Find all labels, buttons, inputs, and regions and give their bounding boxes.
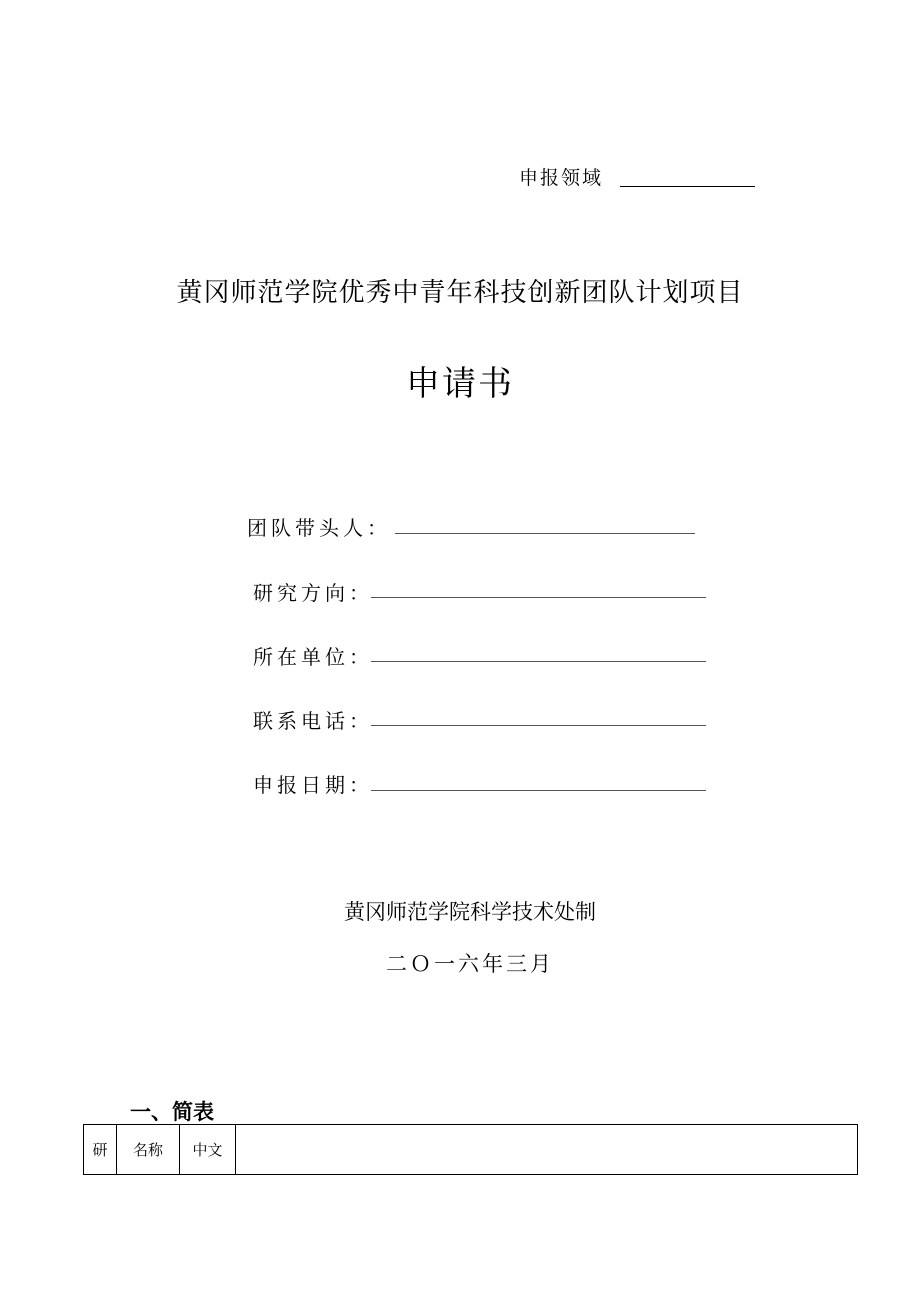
program-title: 黄冈师范学院优秀中青年科技创新团队计划项目	[176, 278, 744, 308]
team-leader-input-line[interactable]	[395, 533, 695, 534]
table-row	[84, 1125, 858, 1175]
table-cell-chinese-name-input[interactable]	[236, 1125, 858, 1175]
table-cell-research: 研	[84, 1125, 117, 1175]
section-heading-brief: 一、简表	[130, 1100, 214, 1124]
team-leader-label: 团队带头人：	[247, 516, 391, 540]
table-cell-name-label: 名称	[117, 1125, 180, 1175]
field-area-label: 申报领域	[519, 167, 604, 189]
issue-date: 二Ｏ一六年三月	[386, 952, 554, 976]
affiliation-input-line[interactable]	[371, 661, 706, 662]
apply-date-input-line[interactable]	[371, 790, 706, 791]
research-direction-input-line[interactable]	[371, 597, 706, 598]
brief-table	[83, 1124, 858, 1175]
field-area-input-line[interactable]	[620, 186, 755, 187]
phone-input-line[interactable]	[371, 725, 706, 726]
phone-label: 联系电话：	[253, 709, 373, 733]
issuing-organization: 黄冈师范学院科学技术处制	[344, 900, 596, 924]
table-cell-chinese-label: 中文	[180, 1125, 236, 1175]
document-title: 申请书	[406, 364, 514, 404]
research-direction-label: 研究方向：	[253, 581, 373, 605]
apply-date-label: 申报日期：	[253, 773, 373, 797]
affiliation-label: 所在单位：	[253, 645, 373, 669]
